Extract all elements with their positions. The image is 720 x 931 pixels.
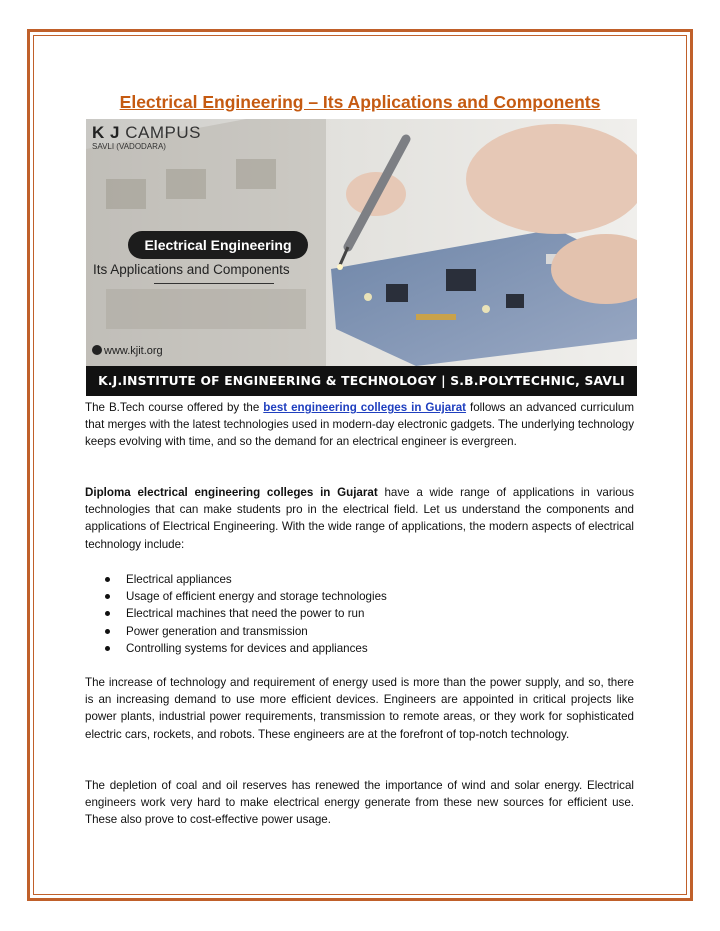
list-item bbox=[85, 571, 634, 588]
bullet-icon bbox=[105, 646, 110, 651]
hero-heading-pill: Electrical Engineering bbox=[128, 231, 308, 259]
institute-banner: K.J.INSTITUTE OF ENGINEERING & TECHNOLOGY | S.B.POLYTECHNIC, SAVLI bbox=[86, 366, 637, 396]
list-item-text: Usage of efficient energy and storage technologies bbox=[126, 590, 387, 604]
paragraph-1 bbox=[85, 399, 634, 451]
website-label bbox=[92, 345, 163, 357]
engineering-colleges-link[interactable]: best engineering colleges in Gujarat bbox=[263, 401, 467, 414]
bullet-icon bbox=[105, 629, 110, 634]
list-item bbox=[85, 605, 634, 622]
bullet-icon bbox=[105, 594, 110, 599]
list-item bbox=[85, 640, 634, 657]
campus-logo bbox=[92, 123, 201, 143]
logo-kj: K J bbox=[92, 123, 120, 142]
page-title: Electrical Engineering – Its Applications and Components bbox=[119, 92, 601, 112]
paragraph-2 bbox=[85, 484, 634, 553]
list-item bbox=[85, 623, 634, 640]
hero-image bbox=[86, 119, 637, 396]
list-item-text: Controlling systems for devices and appliances bbox=[126, 641, 368, 655]
paragraph-2-bold: Diploma electrical engineering colleges in Gujarat bbox=[85, 486, 378, 499]
applications-list bbox=[85, 571, 634, 657]
paragraph-1-end: follows an advanced curriculum that merges with the latest technologies used in modern-day electronic gadgets. The underlying technology keeps evolving with time, and so the demand for an electrical engineer is evergreen. bbox=[85, 401, 634, 449]
bullet-icon bbox=[105, 577, 110, 582]
list-item bbox=[85, 588, 634, 605]
paragraph-2-end: have a wide range of applications in various technologies that can make students pro in the electrical field. Let us understand the components and applications of Electrical Engineering. With the wide range of applications, the modern aspects of electrical technology include: bbox=[85, 486, 634, 551]
paragraph-3: The increase of technology and requirement of energy used is more than the power supply, and so, there is an increasing demand to use more efficient devices. Engineers are appointed in critical projects like power plants, industrial power requirements, transmission to remote areas, or they work for sophisticated electric cars, rockets, and robots. These engineers are at the forefront of top-notch technology. bbox=[85, 676, 634, 741]
website-url: www.kjit.org bbox=[104, 345, 163, 357]
globe-icon bbox=[92, 345, 102, 355]
logo-campus: CAMPUS bbox=[125, 123, 201, 142]
list-item-text: Electrical machines that need the power to run bbox=[126, 607, 365, 621]
hero-subheading: Its Applications and Components bbox=[93, 262, 290, 277]
paragraph-4: The depletion of coal and oil reserves has renewed the importance of wind and solar energy. Electrical engineers work very hard to make electrical energy generate from these new sources for efficient use. These also prove to cost-effective power usage. bbox=[85, 779, 634, 827]
hero-subheading-underline bbox=[154, 283, 274, 284]
list-item-text: Electrical appliances bbox=[126, 573, 232, 586]
bullet-icon bbox=[105, 611, 110, 616]
logo-location: SAVLI (VADODARA) bbox=[92, 142, 166, 151]
paragraph-1-start: The B.Tech course offered by the bbox=[85, 401, 264, 414]
list-item-text: Power generation and transmission bbox=[126, 624, 308, 638]
